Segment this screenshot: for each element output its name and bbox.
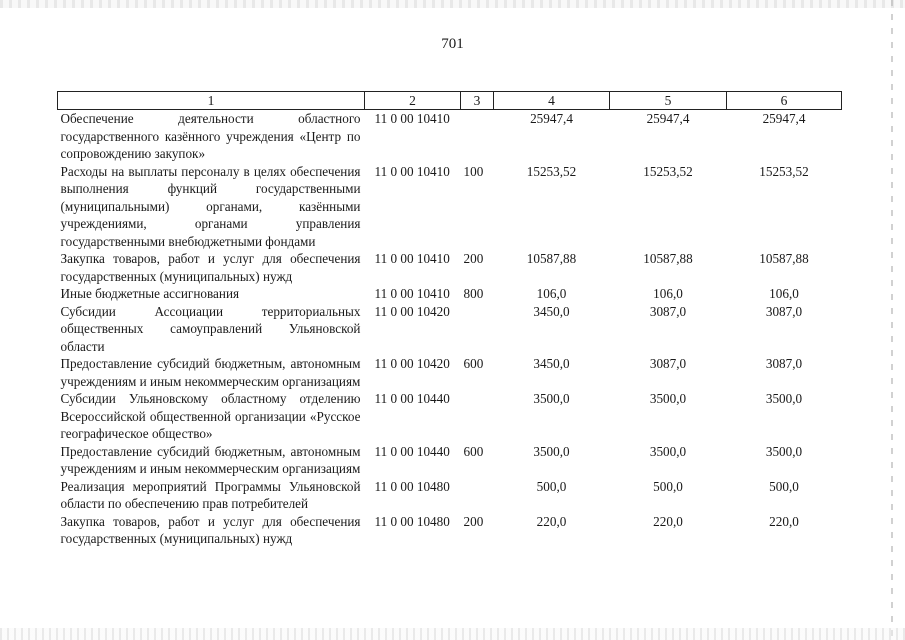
row-name: Закупка товаров, работ и услуг для обеспечения государственных (муниципальных) нужд bbox=[60, 513, 361, 546]
row-code: 11 0 00 10420 bbox=[374, 356, 450, 371]
row-value-col4: 500,0 bbox=[536, 478, 567, 494]
row-value-col5: 500,0 bbox=[653, 478, 683, 494]
row-expense-type: 600 bbox=[463, 356, 484, 371]
row-code: 11 0 00 10480 bbox=[374, 513, 450, 529]
row-expense-type: 200 bbox=[463, 513, 484, 529]
row-name: Субсидии Ассоциации территориальных общественных самоуправлений Ульяновской области bbox=[60, 303, 361, 354]
table-row bbox=[58, 355, 842, 390]
row-value-col6: 500,0 bbox=[769, 478, 799, 494]
row-expense-type: 100 bbox=[463, 163, 484, 179]
row-code: 11 0 00 10410 bbox=[374, 286, 450, 301]
row-value-col4: 10587,88 bbox=[526, 251, 577, 266]
row-value-col4: 3500,0 bbox=[533, 391, 570, 406]
scan-artifact-right bbox=[891, 0, 893, 640]
row-expense-type bbox=[461, 303, 494, 356]
column-header-6: 6 bbox=[727, 92, 842, 110]
row-value-col5: 15253,52 bbox=[643, 163, 693, 179]
row-expense-type bbox=[461, 390, 494, 443]
scan-artifact-bottom bbox=[0, 628, 905, 640]
row-name: Расходы на выплаты персоналу в целях обеспечения выполнения функций государственными (муниципальными) органами, казёнными учреждениями, органами управления государственными внебюджетными фондами bbox=[60, 163, 361, 249]
row-expense-type bbox=[461, 478, 494, 513]
row-value-col5: 3500,0 bbox=[649, 443, 687, 459]
row-value-col6: 3087,0 bbox=[765, 356, 803, 371]
budget-table bbox=[57, 91, 842, 548]
row-value-col4: 15253,52 bbox=[526, 163, 577, 179]
row-expense-type: 600 bbox=[463, 443, 484, 459]
row-value-col6: 3087,0 bbox=[765, 303, 803, 319]
row-value-col4: 3450,0 bbox=[533, 303, 570, 319]
table-row bbox=[58, 478, 842, 513]
row-code: 11 0 00 10420 bbox=[374, 303, 450, 319]
row-value-col4: 3500,0 bbox=[533, 443, 570, 459]
row-value-col5: 106,0 bbox=[653, 286, 683, 301]
table-row bbox=[58, 285, 842, 303]
column-header-3: 3 bbox=[461, 92, 494, 110]
row-value-col4: 25947,4 bbox=[530, 111, 573, 126]
row-code: 11 0 00 10410 bbox=[374, 251, 450, 266]
table-header-row bbox=[58, 92, 842, 110]
row-expense-type bbox=[461, 110, 494, 163]
table-row bbox=[58, 513, 842, 548]
row-code: 11 0 00 10480 bbox=[374, 478, 450, 494]
row-name: Обеспечение деятельности областного государственного казённого учреждения «Центр по сопровождению закупок» bbox=[60, 111, 361, 161]
row-value-col6: 3500,0 bbox=[765, 391, 803, 406]
column-header-2: 2 bbox=[365, 92, 461, 110]
row-value-col6: 10587,88 bbox=[759, 251, 809, 266]
row-value-col5: 220,0 bbox=[653, 513, 683, 529]
row-value-col6: 220,0 bbox=[769, 513, 799, 529]
table-row bbox=[58, 110, 842, 163]
row-value-col4: 3450,0 bbox=[533, 356, 570, 371]
row-value-col6: 3500,0 bbox=[765, 443, 803, 459]
column-header-1: 1 bbox=[58, 92, 365, 110]
row-value-col5: 3087,0 bbox=[649, 303, 687, 319]
row-name: Предоставление субсидий бюджетным, автономным учреждениям и иным некоммерческим организациям bbox=[60, 443, 361, 476]
page-number: 701 bbox=[441, 36, 464, 52]
row-code: 11 0 00 10410 bbox=[374, 111, 450, 126]
table-row bbox=[58, 303, 842, 356]
row-value-col4: 220,0 bbox=[536, 513, 567, 529]
row-value-col5: 3087,0 bbox=[649, 356, 687, 371]
row-code: 11 0 00 10440 bbox=[374, 443, 450, 459]
row-expense-type: 200 bbox=[463, 251, 484, 266]
row-value-col4: 106,0 bbox=[536, 286, 567, 301]
column-header-4: 4 bbox=[494, 92, 610, 110]
row-value-col6: 25947,4 bbox=[762, 111, 806, 126]
row-name: Предоставление субсидий бюджетным, автономным учреждениям и иным некоммерческим организациям bbox=[60, 356, 361, 389]
row-name: Реализация мероприятий Программы Ульяновской области по обеспечению прав потребителей bbox=[60, 478, 361, 511]
scan-artifact-top bbox=[0, 0, 905, 8]
row-value-col6: 15253,52 bbox=[759, 163, 809, 179]
row-value-col6: 106,0 bbox=[769, 286, 799, 301]
table-row bbox=[58, 163, 842, 251]
table-row bbox=[58, 443, 842, 478]
table-row bbox=[58, 390, 842, 443]
column-header-5: 5 bbox=[610, 92, 727, 110]
row-value-col5: 25947,4 bbox=[646, 111, 690, 126]
row-value-col5: 10587,88 bbox=[643, 251, 693, 266]
row-value-col5: 3500,0 bbox=[649, 391, 687, 406]
row-name: Иные бюджетные ассигнования bbox=[60, 286, 240, 301]
row-name: Закупка товаров, работ и услуг для обеспечения государственных (муниципальных) нужд bbox=[60, 251, 361, 284]
row-name: Субсидии Ульяновскому областному отделению Всероссийской общественной организации «Русское географическое общество» bbox=[60, 391, 361, 441]
row-expense-type: 800 bbox=[463, 286, 484, 301]
table-row bbox=[58, 250, 842, 285]
row-code: 11 0 00 10410 bbox=[374, 163, 450, 179]
row-code: 11 0 00 10440 bbox=[374, 391, 450, 406]
